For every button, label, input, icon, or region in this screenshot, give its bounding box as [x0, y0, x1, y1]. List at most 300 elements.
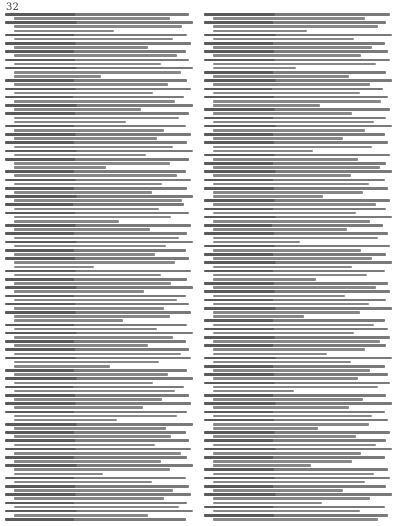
directory-entry	[204, 419, 394, 430]
entry-continuation-line	[14, 415, 177, 418]
entry-continuation-line	[14, 137, 157, 140]
directory-entry	[5, 332, 195, 339]
directory-entry	[5, 203, 195, 210]
entry-first-line	[5, 125, 186, 128]
directory-entry	[5, 431, 195, 438]
entry-first-line	[5, 411, 187, 414]
directory-entry	[5, 170, 195, 177]
entry-first-line	[204, 208, 386, 211]
entry-continuation-line	[14, 514, 148, 517]
entry-continuation-line	[14, 100, 175, 103]
entry-continuation-line	[213, 510, 360, 513]
directory-entry	[5, 340, 195, 347]
entry-first-line	[5, 402, 191, 405]
directory-entry	[5, 224, 195, 231]
entry-continuation-line	[14, 497, 164, 500]
entry-first-line	[204, 232, 388, 235]
entry-continuation-line	[14, 344, 148, 347]
directory-entry	[5, 141, 195, 148]
entry-continuation-line	[213, 303, 369, 306]
entry-continuation-line	[213, 311, 360, 314]
entry-first-line	[5, 79, 187, 82]
directory-entry	[204, 208, 394, 215]
entry-continuation-line	[213, 274, 367, 277]
entry-continuation-line	[213, 137, 343, 140]
entry-first-line	[5, 369, 187, 372]
entry-first-line	[5, 141, 187, 144]
entry-first-line	[5, 464, 193, 467]
entry-continuation-line	[14, 54, 177, 57]
entry-continuation-line	[14, 108, 141, 111]
entry-continuation-line	[14, 336, 173, 339]
entry-first-line	[5, 485, 189, 488]
entry-continuation-line	[14, 365, 110, 368]
directory-entry	[5, 357, 195, 368]
entry-first-line	[204, 439, 386, 442]
entry-first-line	[5, 448, 191, 451]
directory-entry	[5, 386, 195, 393]
directory-entry	[5, 448, 195, 455]
entry-continuation-line	[14, 199, 182, 202]
entry-continuation-line	[213, 473, 374, 476]
entry-first-line	[204, 179, 385, 182]
entry-first-line	[5, 257, 189, 260]
entry-first-line	[204, 299, 386, 302]
entry-continuation-line	[213, 54, 361, 57]
directory-entry	[5, 96, 195, 103]
entry-continuation-line	[14, 266, 94, 269]
directory-entry	[204, 319, 394, 326]
directory-entry	[5, 377, 195, 384]
entry-first-line	[5, 386, 184, 389]
entry-first-line	[204, 50, 388, 53]
directory-entry	[204, 493, 394, 504]
entry-continuation-line	[14, 38, 173, 41]
entry-first-line	[204, 419, 388, 422]
entry-continuation-line	[14, 489, 173, 492]
entry-continuation-line	[14, 390, 175, 393]
directory-entry	[204, 394, 394, 401]
directory-entry	[204, 42, 394, 49]
entry-continuation-line	[213, 166, 380, 169]
entry-continuation-line	[14, 460, 161, 463]
entry-continuation-line	[14, 75, 101, 78]
entry-continuation-line	[14, 473, 103, 476]
entry-continuation-line	[213, 452, 361, 455]
directory-entry	[204, 96, 394, 107]
entry-first-line	[5, 187, 187, 190]
entry-first-line	[5, 224, 191, 227]
directory-entry	[204, 88, 394, 95]
entry-first-line	[204, 141, 388, 144]
directory-entry	[204, 199, 394, 206]
entry-continuation-line	[213, 340, 380, 343]
entry-continuation-line	[213, 38, 354, 41]
entry-continuation-line	[213, 104, 320, 107]
entry-continuation-line	[213, 295, 345, 298]
entry-first-line	[5, 510, 193, 513]
entry-continuation-line	[213, 348, 365, 351]
directory-entry	[5, 241, 195, 248]
entry-continuation-line	[14, 208, 159, 211]
entry-continuation-line	[213, 92, 360, 95]
entry-first-line	[5, 249, 186, 252]
entry-first-line	[204, 125, 392, 128]
entry-continuation-line	[14, 216, 171, 219]
directory-entry	[204, 224, 394, 231]
entry-continuation-line	[213, 489, 343, 492]
entry-continuation-line	[213, 67, 296, 70]
directory-entry	[5, 187, 195, 194]
entry-continuation-line	[213, 191, 363, 194]
entry-first-line	[204, 79, 392, 82]
entry-first-line	[5, 348, 189, 351]
entry-continuation-line	[213, 481, 365, 484]
entry-first-line	[5, 59, 189, 62]
entry-first-line	[204, 224, 383, 227]
entry-first-line	[5, 158, 189, 161]
entry-first-line	[5, 493, 191, 496]
entry-first-line	[5, 332, 193, 335]
entry-continuation-line	[213, 174, 351, 177]
entry-continuation-line	[213, 237, 378, 240]
directory-entry	[204, 117, 394, 124]
directory-entry	[204, 506, 394, 513]
entry-continuation-line	[213, 266, 352, 269]
entry-continuation-line	[14, 444, 155, 447]
entry-first-line	[204, 187, 388, 190]
entry-continuation-line	[14, 261, 175, 264]
entry-first-line	[5, 394, 189, 397]
entry-continuation-line	[213, 361, 351, 364]
entry-first-line	[204, 133, 385, 136]
directory-entry	[5, 50, 195, 57]
directory-entry	[204, 253, 394, 260]
directory-entry	[5, 88, 195, 95]
entry-first-line	[5, 311, 191, 314]
entry-first-line	[5, 212, 189, 215]
entries-column-right	[204, 13, 394, 521]
entry-continuation-line	[213, 406, 349, 409]
entry-continuation-line	[14, 117, 179, 120]
entry-continuation-line	[213, 444, 376, 447]
directory-entry	[204, 34, 394, 41]
directory-entry	[204, 456, 394, 467]
directory-entry	[5, 59, 195, 66]
entry-first-line	[5, 203, 184, 206]
entry-continuation-line	[213, 63, 376, 66]
directory-entry	[204, 79, 394, 86]
entry-continuation-line	[14, 373, 168, 376]
directory-entry	[5, 112, 195, 123]
entry-first-line	[204, 117, 386, 120]
directory-entry	[204, 21, 394, 32]
entry-continuation-line	[213, 17, 365, 20]
directory-entry	[5, 67, 195, 78]
entry-continuation-line	[213, 30, 307, 33]
entry-continuation-line	[14, 30, 114, 33]
entry-continuation-line	[14, 220, 119, 223]
entry-first-line	[204, 477, 390, 480]
entry-continuation-line	[213, 183, 369, 186]
entry-first-line	[204, 88, 383, 91]
entry-first-line	[5, 13, 189, 16]
entry-continuation-line	[14, 228, 150, 231]
directory-entry	[5, 158, 195, 169]
entry-continuation-line	[14, 63, 161, 66]
entry-first-line	[5, 195, 193, 198]
entry-first-line	[5, 278, 187, 281]
directory-entry	[5, 493, 195, 500]
directory-entry	[204, 232, 394, 243]
entry-continuation-line	[213, 386, 378, 389]
entry-continuation-line	[213, 398, 363, 401]
entry-continuation-line	[213, 278, 316, 281]
entry-first-line	[5, 431, 186, 434]
entry-continuation-line	[14, 406, 143, 409]
entry-first-line	[204, 13, 390, 16]
entry-first-line	[204, 373, 388, 376]
entry-continuation-line	[14, 25, 182, 28]
directory-entry	[5, 485, 195, 492]
entry-continuation-line	[213, 25, 378, 28]
entry-continuation-line	[213, 324, 374, 327]
entry-first-line	[5, 502, 187, 505]
entry-continuation-line	[14, 71, 181, 74]
directory-entry	[204, 282, 394, 289]
entry-first-line	[204, 357, 392, 360]
entry-continuation-line	[14, 419, 117, 422]
entry-continuation-line	[14, 121, 126, 124]
directory-entry	[204, 373, 394, 380]
directory-entry	[5, 411, 195, 422]
directory-entry	[5, 518, 195, 521]
entry-first-line	[5, 270, 191, 273]
directory-entry	[5, 34, 195, 41]
directory-entry	[5, 104, 195, 111]
entry-continuation-line	[14, 382, 153, 385]
directory-entry	[204, 216, 394, 223]
entry-continuation-line	[14, 481, 152, 484]
entry-continuation-line	[213, 75, 349, 78]
entry-continuation-line	[14, 245, 166, 248]
entry-first-line	[5, 286, 193, 289]
entry-first-line	[204, 336, 390, 339]
entry-continuation-line	[213, 435, 356, 438]
directory-entry	[5, 464, 195, 475]
entry-first-line	[5, 377, 193, 380]
entry-first-line	[5, 170, 186, 173]
entry-first-line	[5, 42, 191, 45]
entry-first-line	[5, 96, 184, 99]
entry-continuation-line	[14, 162, 170, 165]
entry-continuation-line	[14, 46, 148, 49]
entry-first-line	[5, 67, 193, 70]
directory-entry	[204, 307, 394, 318]
entry-continuation-line	[14, 17, 170, 20]
entry-first-line	[5, 21, 193, 24]
directory-entry	[204, 108, 394, 115]
directory-entry	[5, 402, 195, 409]
entry-first-line	[5, 112, 189, 115]
entry-continuation-line	[14, 237, 179, 240]
entry-continuation-line	[14, 282, 171, 285]
entry-first-line	[5, 104, 193, 107]
entry-first-line	[5, 303, 189, 306]
entry-first-line	[204, 59, 390, 62]
entry-first-line	[204, 71, 386, 74]
entry-continuation-line	[14, 166, 106, 169]
entry-first-line	[204, 42, 385, 45]
directory-entry	[204, 125, 394, 132]
entry-first-line	[5, 477, 186, 480]
directory-entry	[5, 394, 195, 401]
entry-continuation-line	[213, 241, 300, 244]
entry-continuation-line	[14, 307, 164, 310]
entry-first-line	[5, 423, 193, 426]
entry-continuation-line	[14, 191, 152, 194]
directory-entry	[5, 286, 195, 293]
entry-first-line	[204, 365, 385, 368]
entry-first-line	[204, 319, 385, 322]
directory-entry	[204, 448, 394, 455]
entry-first-line	[5, 50, 186, 53]
entry-first-line	[5, 133, 191, 136]
directory-entry	[204, 245, 394, 252]
entry-first-line	[204, 34, 392, 37]
directory-entry	[5, 232, 195, 239]
entry-continuation-line	[213, 390, 294, 393]
directory-entry	[5, 79, 195, 86]
entry-continuation-line	[14, 146, 173, 149]
entry-first-line	[204, 411, 385, 414]
entry-continuation-line	[14, 299, 177, 302]
directory-entry	[5, 510, 195, 517]
entry-continuation-line	[213, 518, 378, 521]
entry-first-line	[5, 340, 186, 343]
entry-first-line	[204, 154, 390, 157]
entry-continuation-line	[213, 146, 372, 149]
directory-entry	[204, 402, 394, 409]
directory-entry	[5, 195, 195, 202]
entry-first-line	[5, 324, 187, 327]
directory-entry	[5, 295, 195, 302]
directory-entry	[204, 439, 394, 446]
entry-first-line	[204, 456, 385, 459]
directory-entry	[5, 133, 195, 140]
directory-entry	[5, 311, 195, 322]
directory-entry	[5, 212, 195, 223]
entry-continuation-line	[14, 154, 146, 157]
entry-first-line	[204, 170, 392, 173]
directory-entry	[204, 59, 394, 70]
entry-first-line	[204, 431, 390, 434]
entry-first-line	[5, 34, 187, 37]
entry-continuation-line	[213, 195, 323, 198]
entry-continuation-line	[14, 253, 155, 256]
entries-column-left	[5, 13, 195, 521]
directory-entry	[204, 477, 394, 484]
directory-entry	[5, 324, 195, 331]
entry-first-line	[5, 241, 193, 244]
entry-continuation-line	[14, 398, 162, 401]
entry-first-line	[204, 493, 392, 496]
directory-entry	[5, 257, 195, 268]
entry-first-line	[204, 485, 386, 488]
entry-continuation-line	[213, 129, 365, 132]
entry-continuation-line	[213, 112, 352, 115]
directory-entry	[204, 365, 394, 372]
entry-first-line	[5, 88, 191, 91]
entry-continuation-line	[14, 129, 164, 132]
page-number: 32	[6, 2, 20, 13]
entry-continuation-line	[213, 46, 372, 49]
entry-continuation-line	[213, 249, 361, 252]
directory-entry	[5, 348, 195, 355]
directory-entry	[204, 179, 394, 186]
entry-first-line	[204, 382, 390, 385]
entry-continuation-line	[14, 361, 159, 364]
entry-first-line	[204, 448, 392, 451]
entry-continuation-line	[213, 369, 370, 372]
entry-continuation-line	[14, 435, 171, 438]
directory-entry	[204, 71, 394, 78]
entry-continuation-line	[213, 423, 369, 426]
directory-entry	[5, 439, 195, 446]
directory-entry	[5, 502, 195, 509]
directory-entry	[204, 382, 394, 393]
entry-first-line	[5, 295, 186, 298]
entry-continuation-line	[14, 92, 153, 95]
entry-first-line	[204, 402, 392, 405]
entry-first-line	[204, 108, 390, 111]
directory-entry	[204, 290, 394, 297]
directory-entry	[204, 141, 394, 152]
entry-continuation-line	[213, 150, 313, 153]
entry-continuation-line	[213, 377, 358, 380]
directory-entry	[204, 468, 394, 475]
entry-first-line	[204, 468, 388, 471]
entry-continuation-line	[213, 353, 327, 356]
entry-continuation-line	[14, 353, 181, 356]
directory-entry	[204, 170, 394, 177]
directory-entry	[204, 299, 394, 306]
entry-first-line	[204, 282, 388, 285]
directory-entry	[5, 303, 195, 310]
directory-entry	[5, 456, 195, 463]
entry-continuation-line	[213, 427, 318, 430]
directory-entry	[204, 431, 394, 438]
directory-entry	[5, 21, 195, 32]
entry-first-line	[204, 261, 392, 264]
entry-first-line	[204, 21, 386, 24]
entry-first-line	[204, 328, 388, 331]
entry-continuation-line	[14, 83, 168, 86]
entry-continuation-line	[213, 100, 381, 103]
entry-first-line	[204, 216, 392, 219]
entry-first-line	[204, 199, 390, 202]
directory-entry	[5, 42, 195, 49]
entry-continuation-line	[14, 315, 170, 318]
entry-first-line	[5, 357, 191, 360]
entry-continuation-line	[14, 290, 144, 293]
entry-continuation-line	[213, 121, 374, 124]
directory-entry	[204, 154, 394, 161]
directory-entry	[5, 13, 195, 20]
entry-first-line	[204, 344, 386, 347]
directory-entry	[5, 125, 195, 132]
entry-first-line	[204, 96, 388, 99]
